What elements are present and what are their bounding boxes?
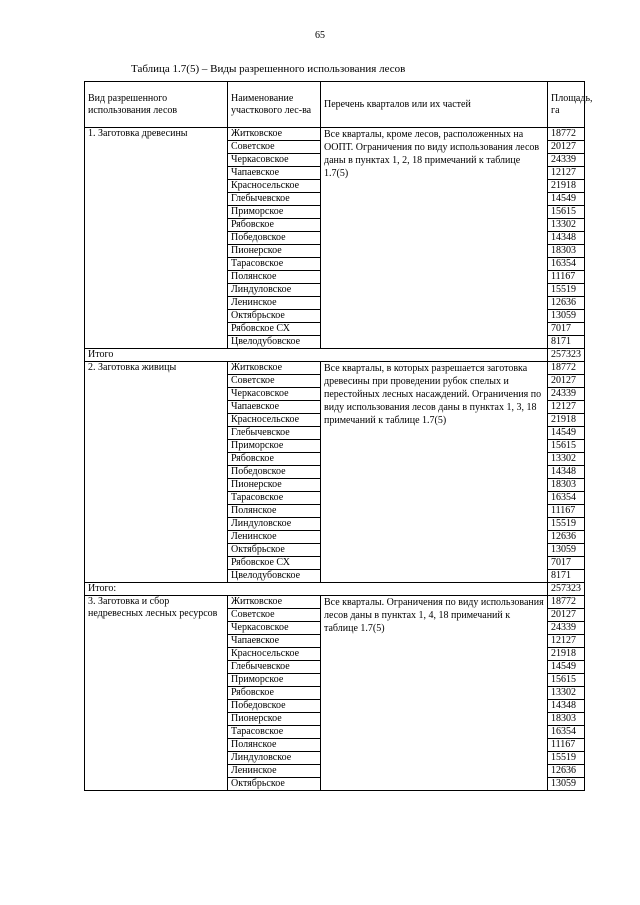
table-row xyxy=(85,596,585,609)
area-value: 15615 xyxy=(548,206,585,219)
header-quarters: Перечень кварталов или их частей xyxy=(321,82,548,128)
area-value: 13302 xyxy=(548,453,585,466)
forestry-name: Черкасовское xyxy=(228,622,321,635)
area-value: 20127 xyxy=(548,375,585,388)
area-value: 18772 xyxy=(548,596,585,609)
table-row xyxy=(85,128,585,141)
header-use-type: Вид разрешенного использования лесов xyxy=(85,82,228,128)
area-value: 14549 xyxy=(548,193,585,206)
area-value: 18772 xyxy=(548,362,585,375)
total-row xyxy=(85,349,585,362)
forestry-name: Житковское xyxy=(228,362,321,375)
forestry-name: Красносельское xyxy=(228,180,321,193)
forestry-name: Житковское xyxy=(228,596,321,609)
forestry-name: Линдуловское xyxy=(228,752,321,765)
forestry-name: Пионерское xyxy=(228,479,321,492)
forestry-name: Пионерское xyxy=(228,713,321,726)
area-value: 21918 xyxy=(548,180,585,193)
forestry-name: Красносельское xyxy=(228,414,321,427)
area-value: 15519 xyxy=(548,518,585,531)
forest-use-table xyxy=(84,81,593,791)
total-value: 257323 xyxy=(548,583,585,596)
forestry-name: Красносельское xyxy=(228,648,321,661)
forestry-name: Линдуловское xyxy=(228,284,321,297)
forestry-name: Приморское xyxy=(228,440,321,453)
forestry-name: Ленинское xyxy=(228,765,321,778)
forestry-name: Черкасовское xyxy=(228,154,321,167)
area-value: 24339 xyxy=(548,622,585,635)
section-description: Все кварталы. Ограничения по виду использования лесов даны в пунктах 1, 4, 18 примечаний к таблице 1.7(5) xyxy=(321,596,548,791)
forestry-name: Тарасовское xyxy=(228,258,321,271)
section-description: Все кварталы, в которых разрешается заготовка древесины при проведении рубок спелых и перестойных лесных насаждений. Ограничения по виду использования лесов даны в пунктах 1, 3, 18 примечаний к таблице 1.7(5) xyxy=(321,362,548,583)
forestry-name: Глебычевское xyxy=(228,193,321,206)
area-value: 7017 xyxy=(548,557,585,570)
area-value: 20127 xyxy=(548,609,585,622)
forestry-name: Житковское xyxy=(228,128,321,141)
forestry-name: Тарасовское xyxy=(228,492,321,505)
area-value: 14549 xyxy=(548,661,585,674)
total-label: Итого xyxy=(85,349,548,362)
forestry-name: Рябовское xyxy=(228,219,321,232)
forestry-name: Советское xyxy=(228,141,321,154)
forestry-name: Советское xyxy=(228,609,321,622)
area-value: 12127 xyxy=(548,167,585,180)
forestry-name: Чапаевское xyxy=(228,167,321,180)
area-value: 18772 xyxy=(548,128,585,141)
area-value: 11167 xyxy=(548,739,585,752)
area-value: 15519 xyxy=(548,752,585,765)
table-caption: Таблица 1.7(5) – Виды разрешенного использования лесов xyxy=(131,63,406,75)
area-value: 7017 xyxy=(548,323,585,336)
area-value: 15615 xyxy=(548,440,585,453)
forestry-name: Ленинское xyxy=(228,531,321,544)
forestry-name: Полянское xyxy=(228,505,321,518)
area-value: 20127 xyxy=(548,141,585,154)
forestry-name: Победовское xyxy=(228,466,321,479)
area-value: 14348 xyxy=(548,700,585,713)
forestry-name: Полянское xyxy=(228,271,321,284)
forestry-name: Черкасовское xyxy=(228,388,321,401)
area-value: 11167 xyxy=(548,505,585,518)
forestry-name: Пионерское xyxy=(228,245,321,258)
area-value: 16354 xyxy=(548,726,585,739)
area-value: 13302 xyxy=(548,687,585,700)
area-value: 12127 xyxy=(548,401,585,414)
section-description: Все кварталы, кроме лесов, расположенных на ООПТ. Ограничения по виду использования лесов даны в пунктах 1, 2, 18 примечаний к таблице 1.7(5) xyxy=(321,128,548,349)
area-value: 12127 xyxy=(548,635,585,648)
area-value: 14348 xyxy=(548,232,585,245)
table-row xyxy=(85,362,585,375)
forestry-name: Октябрьское xyxy=(228,544,321,557)
area-value: 13059 xyxy=(548,544,585,557)
area-value: 21918 xyxy=(548,414,585,427)
area-value: 11167 xyxy=(548,271,585,284)
forestry-name: Рябовское xyxy=(228,687,321,700)
forestry-name: Ленинское xyxy=(228,297,321,310)
forestry-name: Полянское xyxy=(228,739,321,752)
forestry-name: Глебычевское xyxy=(228,661,321,674)
table-body xyxy=(85,128,585,791)
forestry-name: Октябрьское xyxy=(228,778,321,791)
area-value: 18303 xyxy=(548,245,585,258)
area-value: 15615 xyxy=(548,674,585,687)
total-value: 257323 xyxy=(548,349,585,362)
area-value: 13302 xyxy=(548,219,585,232)
forestry-name: Победовское xyxy=(228,700,321,713)
section-title: 3. Заготовка и сбор недревесных лесных ресурсов xyxy=(85,596,228,791)
area-value: 12636 xyxy=(548,765,585,778)
forestry-name: Цвелодубовское xyxy=(228,336,321,349)
area-value: 8171 xyxy=(548,570,585,583)
area-value: 14549 xyxy=(548,427,585,440)
area-value: 21918 xyxy=(548,648,585,661)
area-value: 13059 xyxy=(548,310,585,323)
section-title: 1. Заготовка древесины xyxy=(85,128,228,349)
area-value: 18303 xyxy=(548,713,585,726)
forestry-name: Октябрьское xyxy=(228,310,321,323)
area-value: 12636 xyxy=(548,297,585,310)
total-row xyxy=(85,583,585,596)
forestry-name: Советское xyxy=(228,375,321,388)
area-value: 12636 xyxy=(548,531,585,544)
total-label: Итого: xyxy=(85,583,548,596)
forestry-name: Линдуловское xyxy=(228,518,321,531)
forestry-name: Победовское xyxy=(228,232,321,245)
area-value: 16354 xyxy=(548,492,585,505)
forestry-name: Тарасовское xyxy=(228,726,321,739)
section-title: 2. Заготовка живицы xyxy=(85,362,228,583)
forestry-name: Рябовское СХ xyxy=(228,557,321,570)
area-value: 13059 xyxy=(548,778,585,791)
area-value: 15519 xyxy=(548,284,585,297)
area-value: 18303 xyxy=(548,479,585,492)
forestry-name: Рябовское СХ xyxy=(228,323,321,336)
area-value: 24339 xyxy=(548,388,585,401)
forestry-name: Приморское xyxy=(228,674,321,687)
area-value: 14348 xyxy=(548,466,585,479)
forestry-name: Глебычевское xyxy=(228,427,321,440)
area-value: 8171 xyxy=(548,336,585,349)
page-number: 65 xyxy=(315,30,325,41)
area-value: 16354 xyxy=(548,258,585,271)
header-area: Площадь, га xyxy=(548,82,585,128)
forestry-name: Чапаевское xyxy=(228,635,321,648)
forestry-name: Цвелодубовское xyxy=(228,570,321,583)
area-value: 24339 xyxy=(548,154,585,167)
forestry-name: Чапаевское xyxy=(228,401,321,414)
forestry-name: Рябовское xyxy=(228,453,321,466)
forestry-name: Приморское xyxy=(228,206,321,219)
header-forestry: Наименование участкового лес-ва xyxy=(228,82,321,128)
